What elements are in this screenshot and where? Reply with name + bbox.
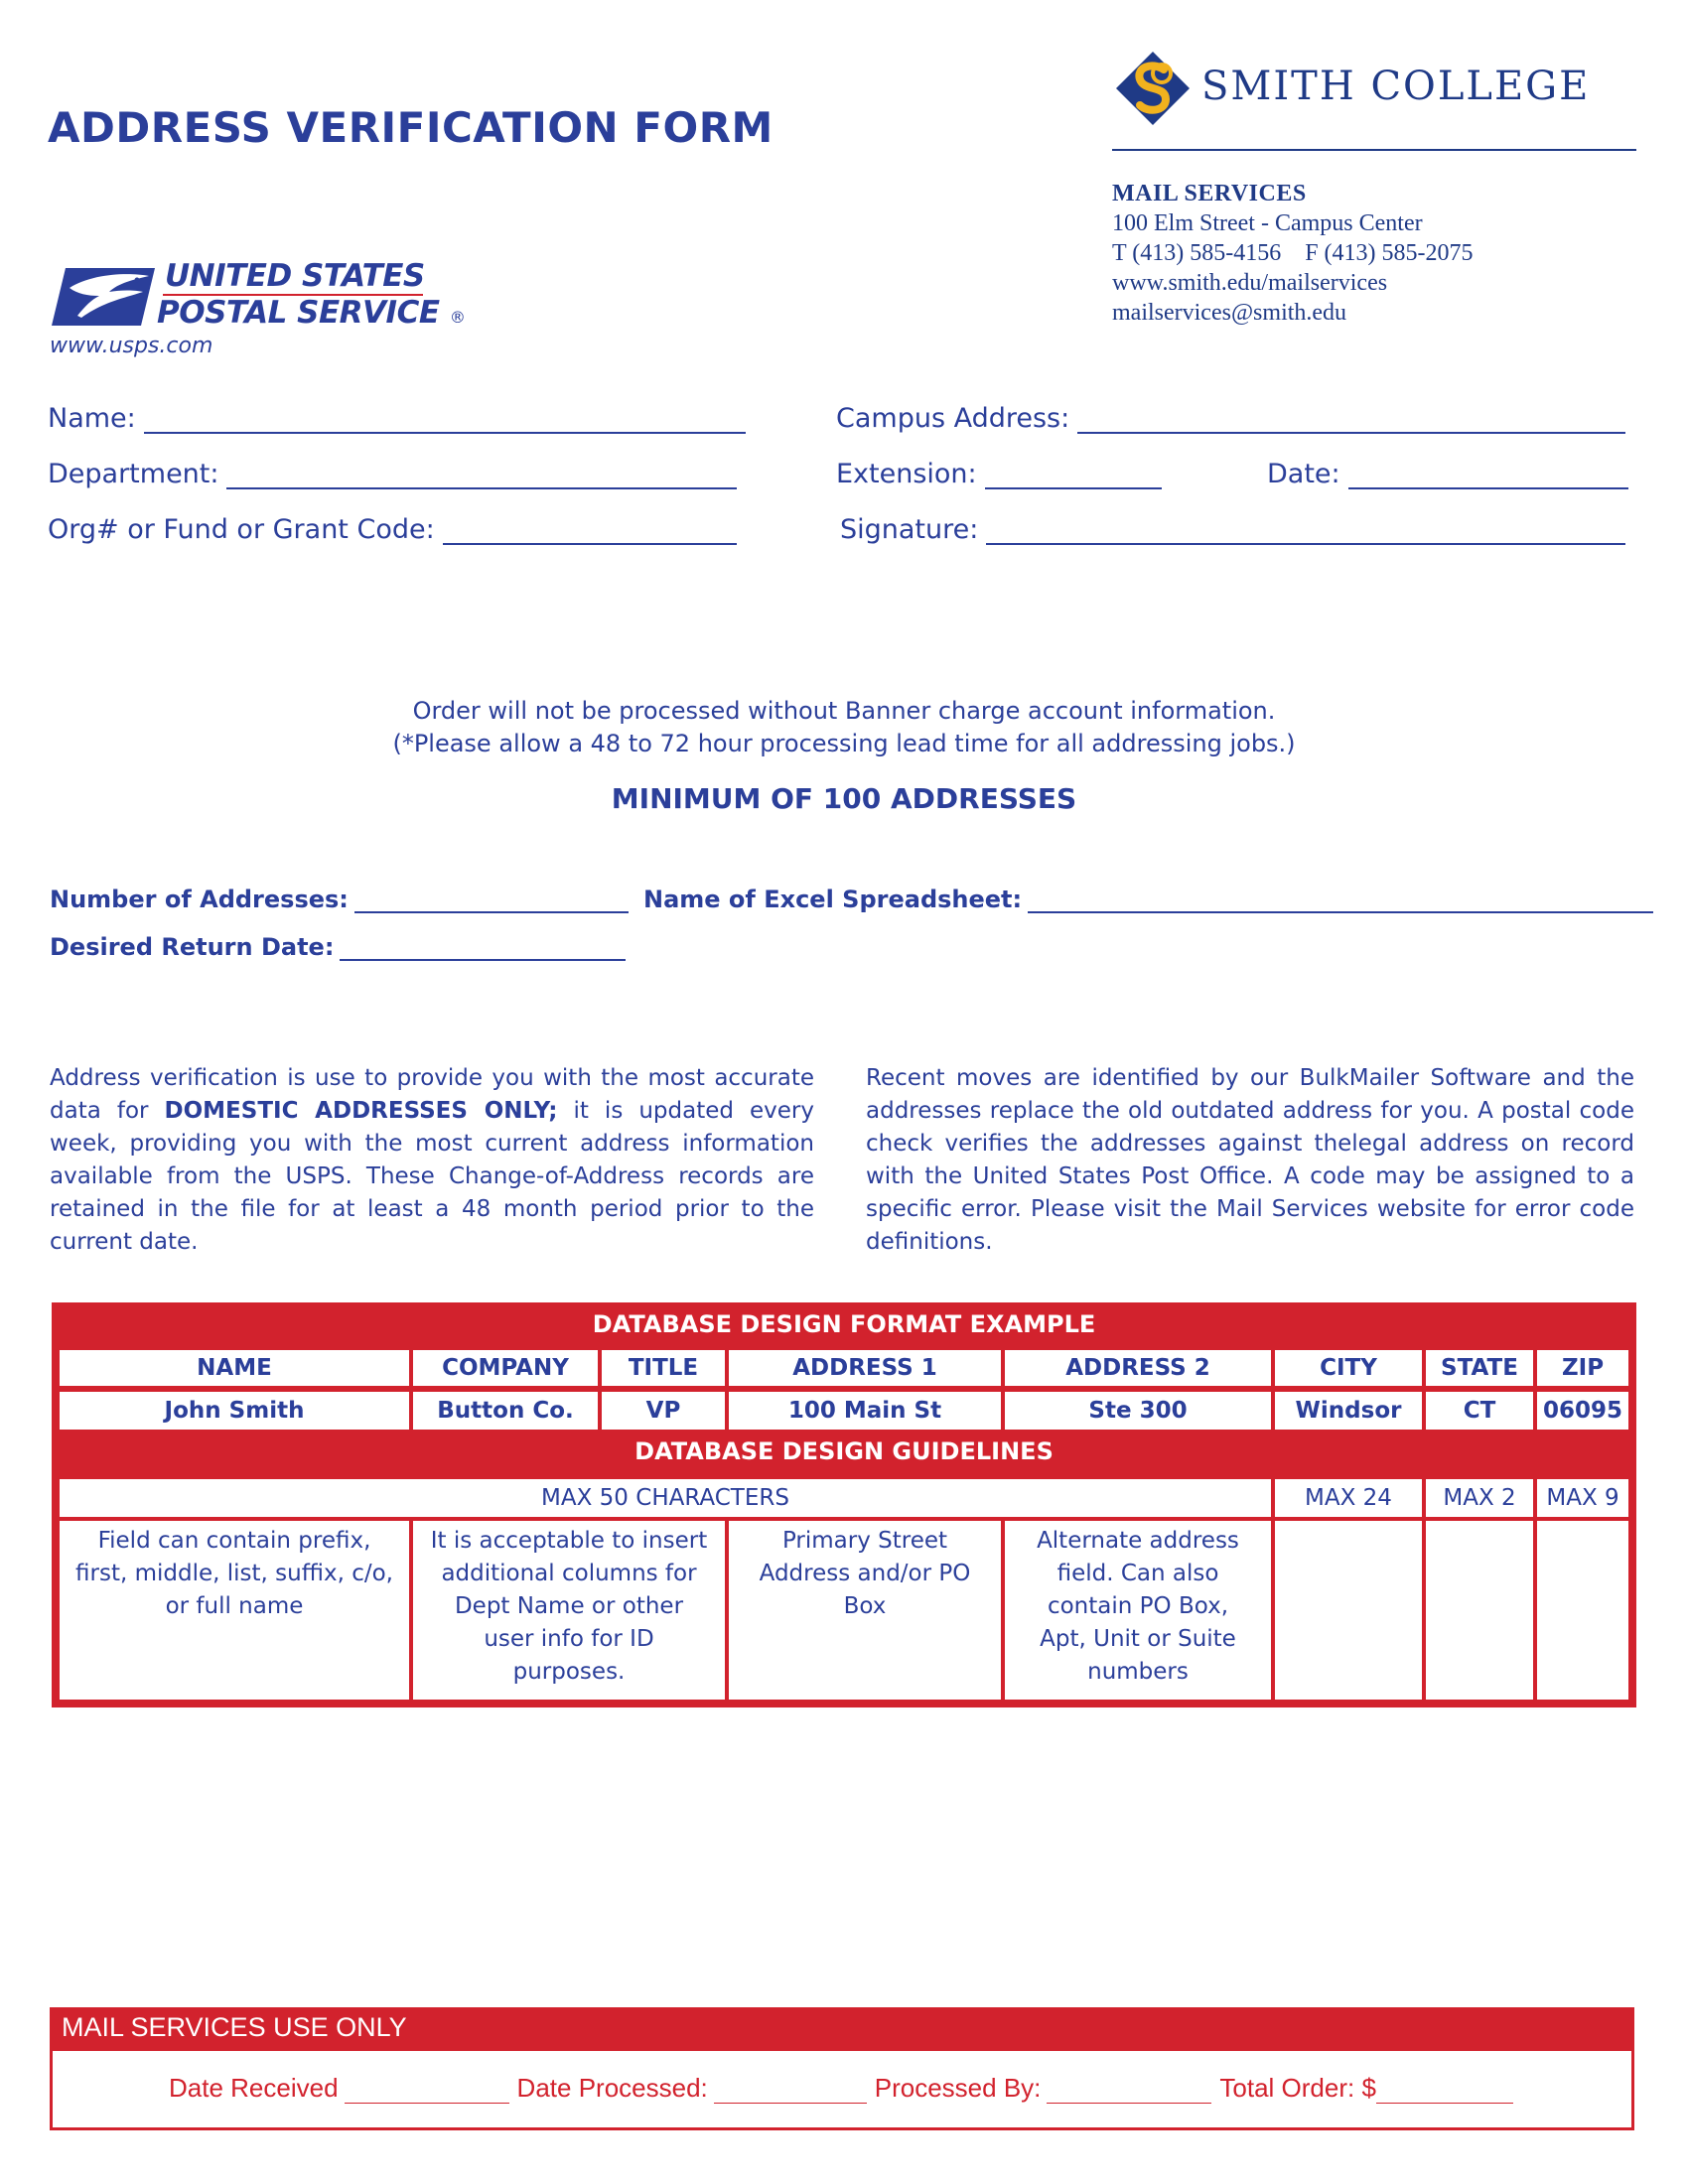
department-input-line[interactable] — [226, 464, 737, 489]
column-header-company: COMPANY — [413, 1350, 598, 1386]
date-input-line[interactable] — [1348, 464, 1628, 489]
column-header-city: CITY — [1275, 1350, 1422, 1386]
example-zip: 06095 — [1537, 1392, 1628, 1430]
column-header-zip: ZIP — [1537, 1350, 1628, 1386]
department-label: Department: — [48, 459, 219, 489]
mail-services-contact — [1112, 179, 1474, 328]
example-name: John Smith — [60, 1392, 409, 1430]
example-title: VP — [602, 1392, 725, 1430]
date-label: Date: — [1267, 459, 1340, 489]
recent-moves-paragraph: Recent moves are identified by our BulkMailer Software and the addresses replace the old outdated address for you. A postal code check verifies the addresses against thelegal address on record with the United States Post Office. A code may be assigned to a specific error. Please visit the Mail Services website for error code definitions. — [866, 1065, 1634, 1255]
example-address1: 100 Main St — [729, 1392, 1001, 1430]
processed-by-line[interactable] — [1047, 2081, 1211, 2104]
format-example-title: DATABASE DESIGN FORMAT EXAMPLE — [592, 1310, 1096, 1338]
total-order-line[interactable] — [1376, 2081, 1513, 2104]
extension-input-line[interactable] — [985, 464, 1162, 489]
mail-services-phone: T (413) 585-4156 F (413) 585-2075 — [1112, 240, 1474, 266]
column-header-state: STATE — [1426, 1350, 1533, 1386]
usps-website: www.usps.com — [50, 334, 213, 358]
signature-field[interactable] — [840, 514, 1625, 545]
org-code-input-line[interactable] — [443, 519, 737, 545]
column-header-title: TITLE — [602, 1350, 725, 1386]
max-zip: MAX 9 — [1537, 1479, 1628, 1517]
database-design-table — [52, 1302, 1636, 1707]
date-processed-label: Date Processed: — [516, 2073, 708, 2103]
spreadsheet-name-label: Name of Excel Spreadsheet: — [643, 886, 1023, 913]
number-of-addresses-field[interactable] — [50, 886, 629, 913]
max-city: MAX 24 — [1275, 1479, 1422, 1517]
paragraph-left-part1: Address verification is use to provide you with the most accurate data for — [50, 1065, 814, 1124]
paragraph-left-part2: it is updated every week, providing you with the most current address information available from the USPS. These Change-of-Address records are retained in the file for at least a 48 month period prior to the current date. — [50, 1098, 814, 1255]
number-of-addresses-label: Number of Addresses: — [50, 886, 349, 913]
column-header-address2: ADDRESS 2 — [1005, 1350, 1271, 1386]
return-date-input-line[interactable] — [340, 937, 626, 961]
return-date-field[interactable] — [50, 933, 626, 961]
description-company: It is acceptable to insert additional columns for Dept Name or other user info for ID purposes. — [413, 1521, 725, 1700]
name-input-line[interactable] — [144, 408, 746, 434]
example-address2: Ste 300 — [1005, 1392, 1271, 1430]
date-processed-line[interactable] — [714, 2081, 867, 2104]
column-header-address1: ADDRESS 1 — [729, 1350, 1001, 1386]
department-field[interactable] — [48, 459, 737, 489]
example-city: Windsor — [1275, 1392, 1422, 1430]
column-header-name: NAME — [60, 1350, 409, 1386]
max-characters-main: MAX 50 CHARACTERS — [60, 1479, 1271, 1517]
number-of-addresses-input-line[interactable] — [354, 889, 629, 913]
header-divider — [1112, 149, 1636, 151]
guidelines-title: DATABASE DESIGN GUIDELINES — [634, 1437, 1054, 1465]
signature-label: Signature: — [840, 514, 979, 545]
mail-services-email: mailservices@smith.edu — [1112, 300, 1347, 326]
description-state-empty — [1426, 1521, 1533, 1700]
mail-services-use-fields — [169, 2073, 1521, 2104]
mail-services-use-title: MAIL SERVICES USE ONLY — [62, 2012, 407, 2042]
spreadsheet-name-field[interactable] — [643, 886, 1653, 913]
minimum-addresses-notice: MINIMUM OF 100 ADDRESSES — [611, 782, 1077, 815]
date-field[interactable] — [1267, 459, 1628, 489]
college-name: SMITH COLLEGE — [1201, 64, 1591, 109]
org-code-field[interactable] — [48, 514, 737, 545]
campus-address-label: Campus Address: — [836, 403, 1070, 434]
mail-services-address: 100 Elm Street - Campus Center — [1112, 210, 1423, 236]
registered-mark: ® — [449, 308, 466, 327]
description-name: Field can contain prefix, first, middle, list, suffix, c/o, or full name — [60, 1521, 409, 1700]
usps-name-line2 — [157, 295, 465, 331]
name-label: Name: — [48, 403, 136, 434]
lead-time-note: (*Please allow a 48 to 72 hour processing lead time for all addressing jobs.) — [392, 730, 1296, 757]
address-verification-paragraph — [50, 1062, 814, 1259]
date-received-label: Date Received — [169, 2073, 339, 2103]
name-field[interactable] — [48, 403, 746, 434]
description-address2: Alternate address field. Can also contain PO Box, Apt, Unit or Suite numbers — [1005, 1521, 1271, 1700]
date-received-line[interactable] — [345, 2081, 509, 2104]
domestic-addresses-emphasis: DOMESTIC ADDRESSES ONLY; — [164, 1098, 558, 1124]
signature-input-line[interactable] — [986, 519, 1625, 545]
return-date-label: Desired Return Date: — [50, 933, 335, 961]
description-city-empty — [1275, 1521, 1422, 1700]
campus-address-input-line[interactable] — [1077, 408, 1625, 434]
smith-college-logo-icon — [1114, 50, 1192, 127]
total-order-label: Total Order: $ — [1219, 2073, 1376, 2103]
description-address1: Primary Street Address and/or PO Box — [729, 1521, 1001, 1700]
mail-services-heading: MAIL SERVICES — [1112, 181, 1307, 206]
usps-name-line1: UNITED STATES — [165, 258, 425, 294]
usps-eagle-icon — [52, 266, 155, 328]
spreadsheet-name-input-line[interactable] — [1028, 889, 1653, 913]
max-state: MAX 2 — [1426, 1479, 1533, 1517]
example-company: Button Co. — [413, 1392, 598, 1430]
extension-field[interactable] — [836, 459, 1162, 489]
org-code-label: Org# or Fund or Grant Code: — [48, 514, 435, 545]
example-state: CT — [1426, 1392, 1533, 1430]
banner-note: Order will not be processed without Banner charge account information. — [412, 697, 1276, 725]
extension-label: Extension: — [836, 459, 977, 489]
description-zip-empty — [1537, 1521, 1628, 1700]
campus-address-field[interactable] — [836, 403, 1625, 434]
usps-name-line2-text: POSTAL SERVICE — [157, 295, 440, 331]
processed-by-label: Processed By: — [874, 2073, 1042, 2103]
page-title: ADDRESS VERIFICATION FORM — [48, 103, 774, 152]
mail-services-website: www.smith.edu/mailservices — [1112, 270, 1388, 296]
